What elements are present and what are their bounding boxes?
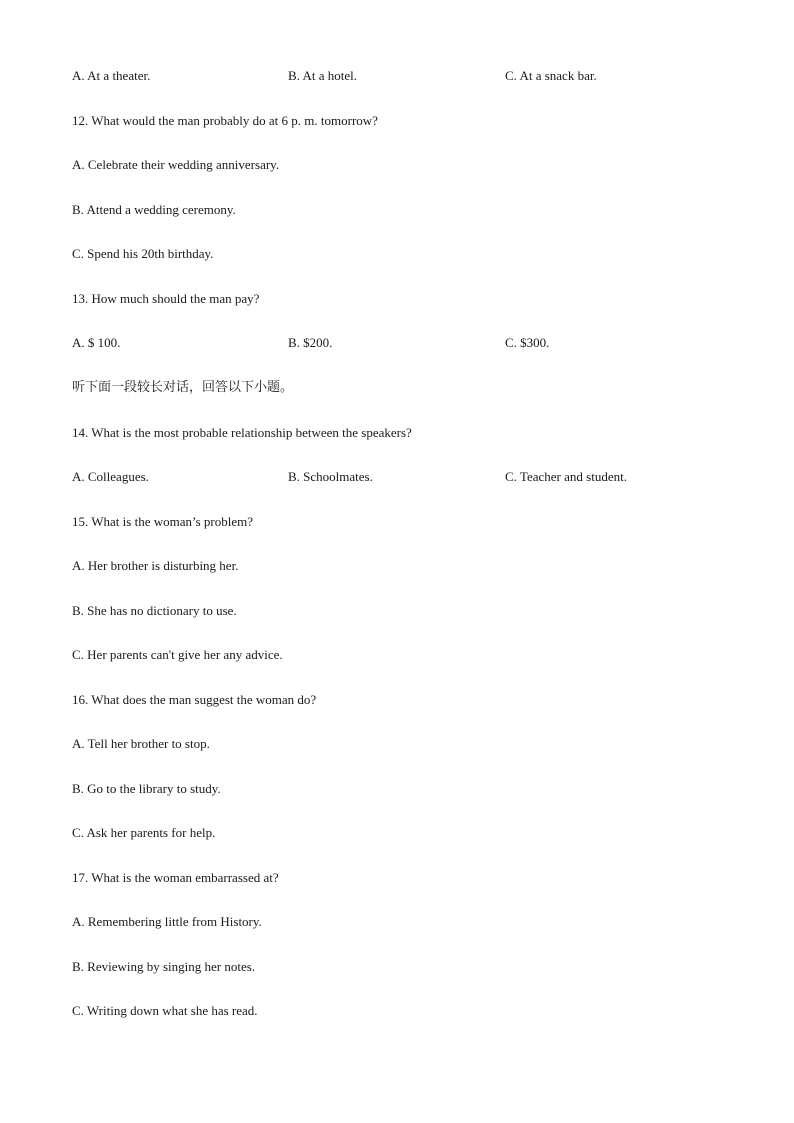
q14-options [72, 469, 722, 485]
q16-question: 16. What does the man suggest the woman do? [72, 692, 317, 707]
q11-options [72, 68, 722, 84]
q13-option-b: B. $200. [288, 335, 333, 350]
q15-option-b: B. She has no dictionary to use. [72, 603, 237, 618]
q12-question: 12. What would the man probably do at 6 p. m. tomorrow? [72, 113, 378, 128]
q14-option-a: A. Colleagues. [72, 469, 149, 484]
q15-option-c: C. Her parents can't give her any advice. [72, 647, 283, 662]
q13-options [72, 335, 722, 351]
q17-option-c: C. Writing down what she has read. [72, 1003, 258, 1018]
q13-option-a: A. $ 100. [72, 335, 121, 350]
q12-option-a: A. Celebrate their wedding anniversary. [72, 157, 280, 172]
q12-option-b: B. Attend a wedding ceremony. [72, 202, 236, 217]
q16-option-b: B. Go to the library to study. [72, 781, 221, 796]
q14-option-b: B. Schoolmates. [288, 469, 373, 484]
q13-question: 13. How much should the man pay? [72, 291, 260, 306]
q14-option-c: C. Teacher and student. [505, 469, 627, 484]
q16-option-c: C. Ask her parents for help. [72, 825, 216, 840]
q15-question: 15. What is the woman’s problem? [72, 514, 254, 529]
q17-option-b: B. Reviewing by singing her notes. [72, 959, 256, 974]
q17-option-a: A. Remembering little from History. [72, 914, 262, 929]
q12-option-c: C. Spend his 20th birthday. [72, 246, 214, 261]
q11-option-a: A. At a theater. [72, 68, 151, 83]
section-instruction: 听下面一段较长对话，回答以下小题。 [72, 380, 294, 395]
q14-question: 14. What is the most probable relationship between the speakers? [72, 425, 412, 440]
q13-option-c: C. $300. [505, 335, 550, 350]
q17-question: 17. What is the woman embarrassed at? [72, 870, 279, 885]
q11-option-c: C. At a snack bar. [505, 68, 597, 83]
q15-option-a: A. Her brother is disturbing her. [72, 558, 239, 573]
q16-option-a: A. Tell her brother to stop. [72, 736, 210, 751]
q11-option-b: B. At a hotel. [288, 68, 357, 83]
